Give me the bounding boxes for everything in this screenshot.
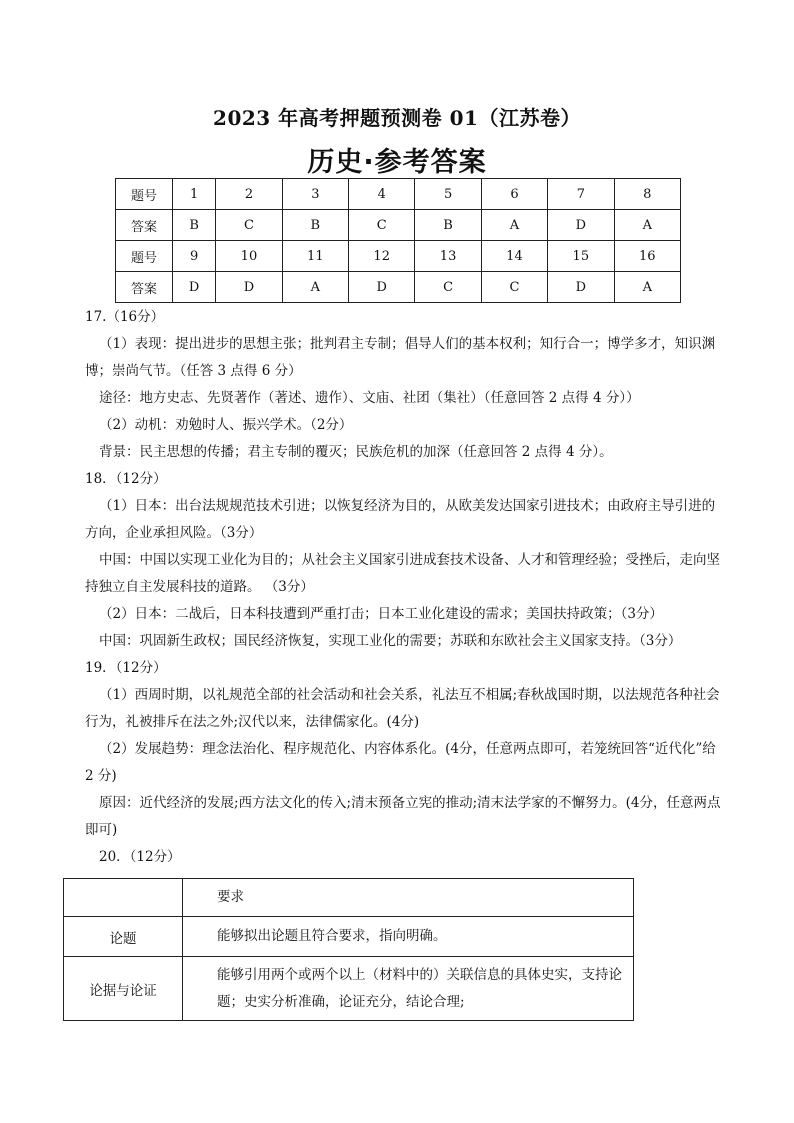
q19-paragraph: （1）西周时期，以礼规范全部的社会活动和社会关系，礼法互不相属;春秋战国时期，以法规范各种社会行为，礼被排斥在法之外;汉代以来，法律儒家化。(4分) <box>85 687 720 730</box>
table-cell: D <box>349 272 415 303</box>
table-cell: 2 <box>216 179 282 210</box>
table-cell: 12 <box>349 241 415 272</box>
table-cell: A <box>614 210 680 241</box>
table-row <box>116 241 681 272</box>
page-subtitle: 历史·参考答案 <box>307 147 487 178</box>
q17-paragraph: 背景：民主思想的传播；君主专制的覆灭；民族危机的加深（任意回答 2 点得 4 分）。 <box>99 444 613 460</box>
table-cell: B <box>282 210 348 241</box>
q18-paragraph: （1）日本：出台法规规范技术引进；以恢复经济为目的，从欧美发达国家引进技术；由政府主导引进的方向，企业承担风险。（3分） <box>85 498 716 541</box>
table-cell: 9 <box>173 241 216 272</box>
q17-paragraph: （1）表现：提出进步的思想主张；批判君主专制；倡导人们的基本权利；知行合一；博学多才，知识渊博；崇尚气节。（任答 3 点得 6 分） <box>85 336 716 379</box>
rubric-description: 能够引用两个或两个以上（材料中的）关联信息的具体史实，支持论题；史实分析准确，论证充分，结论合理; <box>183 957 634 1021</box>
table-cell: 8 <box>614 179 680 210</box>
table-cell: 5 <box>415 179 481 210</box>
row-label: 题号 <box>116 241 173 272</box>
table-cell: B <box>173 210 216 241</box>
table-cell: 7 <box>548 179 614 210</box>
table-cell: 4 <box>349 179 415 210</box>
table-cell: 13 <box>415 241 481 272</box>
rubric-header-cell: 要求 <box>183 879 634 917</box>
row-label: 题号 <box>116 179 173 210</box>
table-cell: B <box>415 210 481 241</box>
q18-paragraph: 中国：巩固新生政权；国民经济恢复，实现工业化的需要；苏联和东欧社会主义国家支持。（3分） <box>99 633 682 649</box>
q17-paragraph: 途径：地方史志、先贤著作（著述、遗作）、文庙、社团（集社）（任意回答 2 点得 4 分）） <box>99 390 640 406</box>
table-cell: A <box>282 272 348 303</box>
rubric-criterion: 论题 <box>64 917 183 957</box>
q18-paragraph: 中国：中国以实现工业化为目的；从社会主义国家引进成套技术设备、人才和管理经验；受挫后，走向坚持独立自主发展科技的道路。 （3分） <box>85 552 720 595</box>
table-cell: 3 <box>282 179 348 210</box>
table-cell: 10 <box>216 241 282 272</box>
question-20-heading: 20．（12分） <box>99 849 181 865</box>
question-18-heading: 18．（12分） <box>85 471 167 487</box>
table-cell: 1 <box>173 179 216 210</box>
table-row <box>116 272 681 303</box>
rubric-table <box>63 878 634 1021</box>
table-cell: C <box>216 210 282 241</box>
table-row <box>116 210 681 241</box>
q17-paragraph: （2）动机：劝勉时人、振兴学术。（2分） <box>99 417 353 433</box>
table-row <box>64 879 634 917</box>
q18-paragraph: （2）日本：二战后，日本科技遭到严重打击；日本工业化建设的需求；美国扶持政策；（3分） <box>99 606 663 622</box>
question-17-heading: 17.（16分） <box>85 309 165 325</box>
table-cell: 16 <box>614 241 680 272</box>
table-cell: C <box>349 210 415 241</box>
table-row <box>64 917 634 957</box>
table-cell: D <box>173 272 216 303</box>
q19-paragraph: （2）发展趋势：理念法治化、程序规范化、内容体系化。(4分，任意两点即可，若笼统回答“近代化”给 2 分) <box>85 741 716 784</box>
table-row <box>64 957 634 1021</box>
table-cell: 6 <box>481 179 547 210</box>
table-cell: C <box>481 272 547 303</box>
table-cell: A <box>481 210 547 241</box>
answer-table <box>115 178 681 303</box>
rubric-criterion: 论据与论证 <box>64 957 183 1021</box>
table-cell: D <box>216 272 282 303</box>
table-cell: D <box>548 272 614 303</box>
exam-title: 2023 年高考押题预测卷 01（江苏卷） <box>213 106 581 130</box>
table-cell: A <box>614 272 680 303</box>
table-row <box>116 179 681 210</box>
table-cell: 15 <box>548 241 614 272</box>
rubric-header-cell <box>64 879 183 917</box>
table-cell: 11 <box>282 241 348 272</box>
table-cell: 14 <box>481 241 547 272</box>
question-19-heading: 19．（12分） <box>85 660 167 676</box>
table-cell: D <box>548 210 614 241</box>
q19-paragraph: 原因：近代经济的发展;西方法文化的传入;清末预备立宪的推动;清末法学家的不懈努力。(4分，任意两点即可) <box>85 795 721 838</box>
table-cell: C <box>415 272 481 303</box>
rubric-description: 能够拟出论题且符合要求，指向明确。 <box>183 917 634 957</box>
row-label: 答案 <box>116 210 173 241</box>
answer-explanations <box>85 304 725 871</box>
row-label: 答案 <box>116 272 173 303</box>
